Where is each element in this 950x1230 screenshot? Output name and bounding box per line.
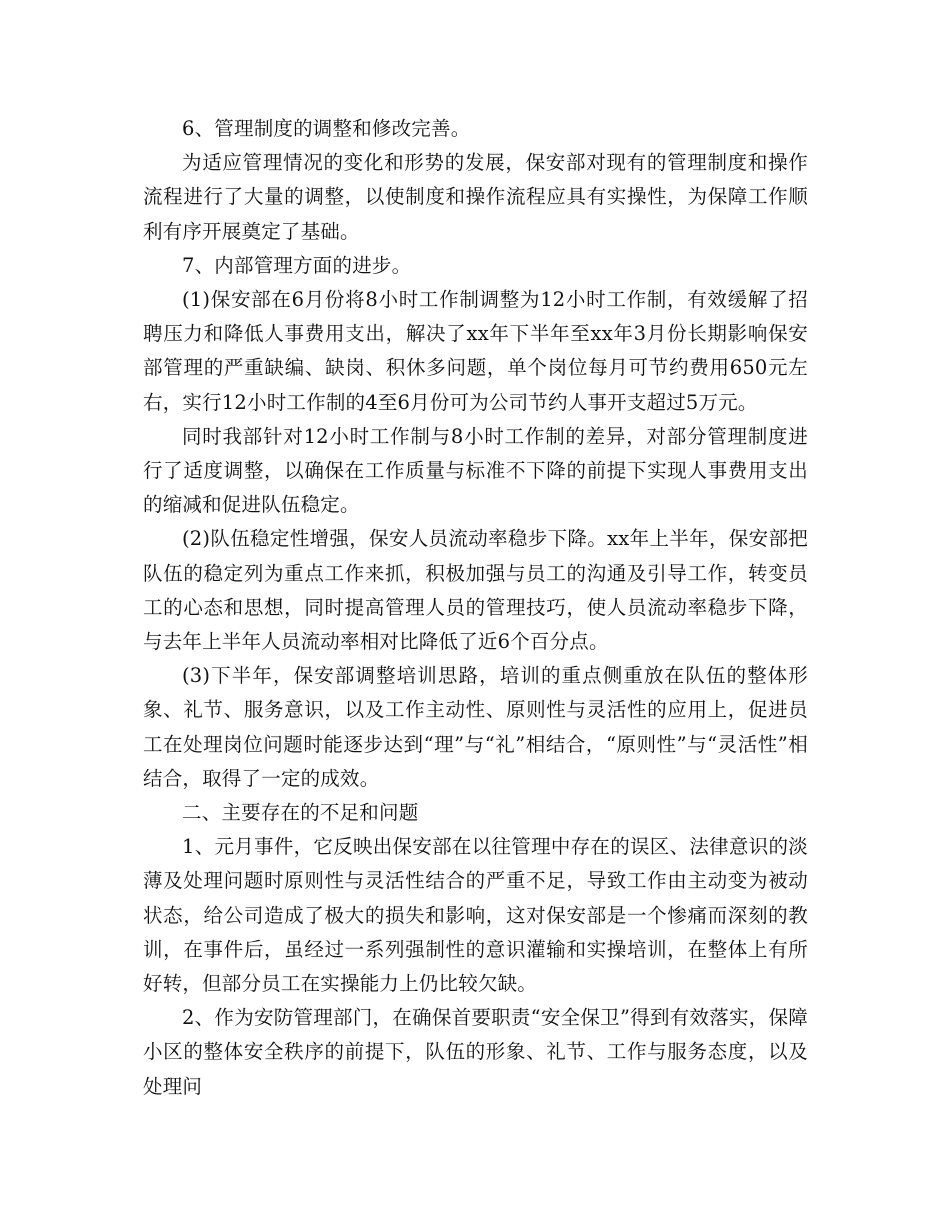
paragraph-heading-7: 7、内部管理方面的进步。 [182,253,412,277]
section-heading: 二、主要存在的不足和问题 [182,801,419,825]
paragraph-heading-6: 6、管理制度的调整和修改完善。 [182,117,471,140]
paragraph: (1)保安部在6月份将8小时工作制调整为12小时工作制，有效缓解了招聘压力和降低人事费用支出，解决了xx年下半年至xx年3月份长期影响保安部管理的严重缺编、缺岗、积休多问题，单个岗位每月可节约费用650元左右，实行12小时工作制的4至6月份可为公司节约人事开支超过5万元。 [143,288,808,414]
paragraph: 1、元月事件，它反映出保安部在以往管理中存在的误区、法律意识的淡薄及处理问题时原则性与灵活性结合的严重不足，导致工作由主动变为被动状态，给公司造成了极大的损失和影响，这对保安部是一个惨痛而深刻的教训，在事件后，虽经过一系列强制性的意识灌输和实操培训，在整体上有所好转，但部分员工在实操能力上仍比较欠缺。 [143,835,808,996]
paragraph: (3)下半年，保安部调整培训思路，培训的重点侧重放在队伍的整体形象、礼节、服务意识，以及工作主动性、原则性与灵活性的应用上，促进员工在处理岗位问题时能逐步达到“理”与“礼”相结合，“原则性”与“灵活性”相结合，取得了一定的成效。 [143,664,808,790]
paragraph: 为适应管理情况的变化和形势的发展，保安部对现有的管理制度和操作流程进行了大量的调整，以使制度和操作流程应具有实操性，为保障工作顺利有序开展奠定了基础。 [143,151,808,243]
document-body [143,112,808,1104]
paragraph: 同时我部针对12小时工作制与8小时工作制的差异，对部分管理制度进行了适度调整，以确保在工作质量与标准不下降的前提下实现人事费用支出的缩减和促进队伍稳定。 [143,424,808,517]
paragraph: (2)队伍稳定性增强，保安人员流动率稳步下降。xx年上半年，保安部把队伍的稳定列为重点工作来抓，积极加强与员工的沟通及引导工作，转变员工的心态和思想，同时提高管理人员的管理技巧，使人员流动率稳步下降，与去年上半年人员流动率相对比降低了近6个百分点。 [143,527,808,654]
paragraph: 2、作为安防管理部门，在确保首要职责“安全保卫”得到有效落实，保障小区的整体安全秩序的前提下，队伍的形象、礼节、工作与服务态度，以及处理问 [143,1006,808,1098]
